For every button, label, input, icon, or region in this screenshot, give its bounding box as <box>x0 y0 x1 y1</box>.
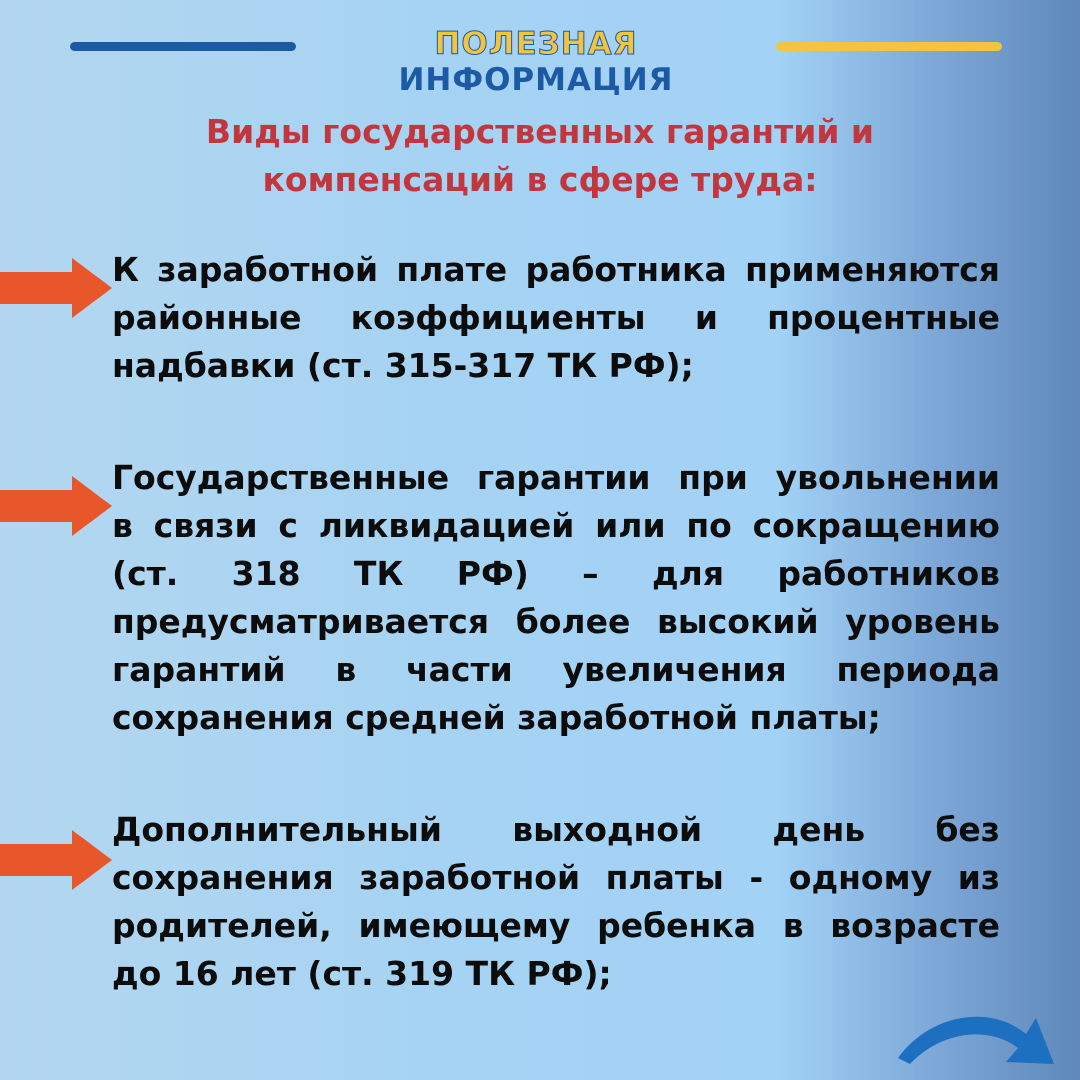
item-line: Государственные гарантии при увольнении <box>112 458 1000 497</box>
list-item <box>112 806 1000 998</box>
item-line: Дополнительный выходной день без <box>112 810 1000 849</box>
item-line: сохранения средней заработной платы; <box>112 698 881 737</box>
item-line: районные коэффициенты и процентные <box>112 298 1000 337</box>
item-line: родителей, имеющему ребенка в возрасте <box>112 906 1000 945</box>
list-item <box>112 454 1000 742</box>
title-line-1: Виды государственных гарантий и <box>205 112 875 151</box>
next-page-arrow-icon[interactable] <box>890 1000 1060 1080</box>
item-line: надбавки (ст. 315-317 ТК РФ); <box>112 346 694 385</box>
item-line: до 16 лет (ст. 319 ТК РФ); <box>112 954 612 993</box>
header-word-useful: ПОЛЕЗНАЯ <box>434 26 638 62</box>
header-line-left <box>70 42 296 51</box>
arrow-right-icon <box>0 258 112 318</box>
item-line: К заработной плате работника применяются <box>112 250 1000 289</box>
header-word-information: ИНФОРМАЦИЯ <box>398 62 674 98</box>
arrow-right-icon <box>0 830 112 890</box>
item-line: (ст. 318 ТК РФ) – для работников <box>112 554 1000 593</box>
item-line: сохранения заработной платы - одному из <box>112 858 1000 897</box>
item-line: в связи с ликвидацией или по сокращению <box>112 506 1000 545</box>
header-label <box>296 26 776 98</box>
page-title <box>140 108 940 204</box>
arrow-right-icon <box>0 476 112 536</box>
header-line-right <box>776 42 1002 51</box>
title-line-2: компенсаций в сфере труда: <box>262 160 818 199</box>
item-line: гарантий в части увеличения периода <box>112 650 1000 689</box>
list-item <box>112 246 1000 390</box>
item-line: предусматривается более высокий уровень <box>112 602 1000 641</box>
